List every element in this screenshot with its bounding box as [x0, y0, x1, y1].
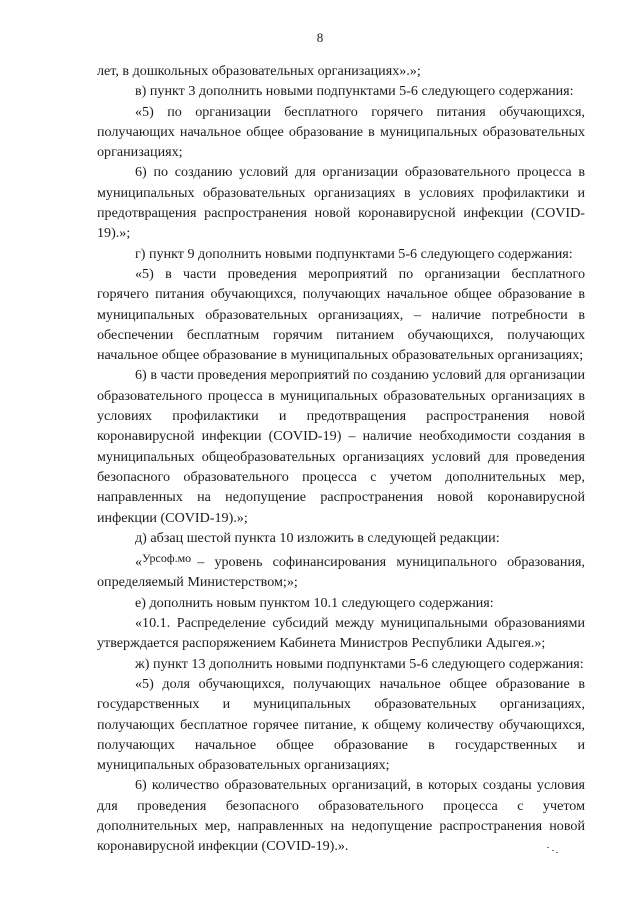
paragraph-14: 6) количество образовательных организаций, в которых созданы условия для проведения безопасного образовательного процесса с учетом дополнительных мер, направленных на недопущение распространения новой коронавирусной инфекции (COVID-19).».: [97, 777, 585, 855]
paragraph-13: «5) доля обучающихся, получающих начальное общее образование в государственных и муниципальных образовательных организациях, получающих бесплатное горячее питание, к общему количеству обучающихся, получающих начальное общее образование в государственных и муниципальных образовательных организациях;: [97, 675, 585, 774]
paragraph-12: ж) пункт 13 дополнить новыми подпунктами 5-6 следующего содержания:: [135, 655, 584, 672]
paragraph-3: «5) по организации бесплатного горячего питания обучающихся, получающих начальное общее образование в муниципальных образовательных организациях;: [97, 103, 585, 161]
formula-symbol: Урсоф.мо: [142, 551, 192, 566]
paragraph-6: «5) в части проведения мероприятий по организации бесплатного горячего питания обучающихся, получающих начальное общее образование в муниципальных образовательных организациях, – наличие потребности в обеспечении бесплатным горячим питанием обучающихся, получающих начальное общее образование в муниципальных образовательных организациях;: [97, 265, 585, 364]
paragraph-2: в) пункт 3 дополнить новыми подпунктами 5-6 следующего содержания:: [135, 83, 574, 100]
document-body: [97, 61, 585, 857]
formula-open-quote: «: [135, 554, 143, 571]
paragraph-5: г) пункт 9 дополнить новыми подпунктами 5-6 следующего содержания:: [135, 245, 573, 262]
page-number: 8: [316, 30, 324, 45]
paragraph-8: д) абзац шестой пункта 10 изложить в следующей редакции:: [135, 529, 500, 546]
scan-speck: [547, 845, 559, 853]
paragraph-1: лет, в дошкольных образовательных организациях».»;: [97, 63, 421, 79]
paragraph-4: 6) по созданию условий для организации образовательного процесса в муниципальных образовательных организациях в условиях профилактики и предотвращения распространения новой коронавирусной инфекции (COVID-19).»;: [97, 164, 585, 242]
formula-definition: – уровень софинансирования муниципального образования, определяемый Министерством;»;: [97, 554, 585, 591]
paragraph-10: е) дополнить новым пунктом 10.1 следующего содержания:: [135, 594, 494, 611]
paragraph-11: «10.1. Распределение субсидий между муниципальными образованиями утверждается распоряжением Кабинета Министров Республики Адыгея.»;: [97, 615, 585, 652]
paragraph-7: 6) в части проведения мероприятий по созданию условий для организации образовательного процесса в муниципальных образовательных организациях в условиях профилактики и предотвращения распространения новой коронавирусной инфекции (COVID-19) – наличие необходимости создания в муниципальных общеобразовательных организациях условий для проведения безопасного образовательного процесса с учетом дополнительных мер, направленных на недопущение распространения новой коронавирусной инфекции (COVID-19).»;: [97, 367, 585, 526]
formula-paragraph: [97, 548, 585, 593]
